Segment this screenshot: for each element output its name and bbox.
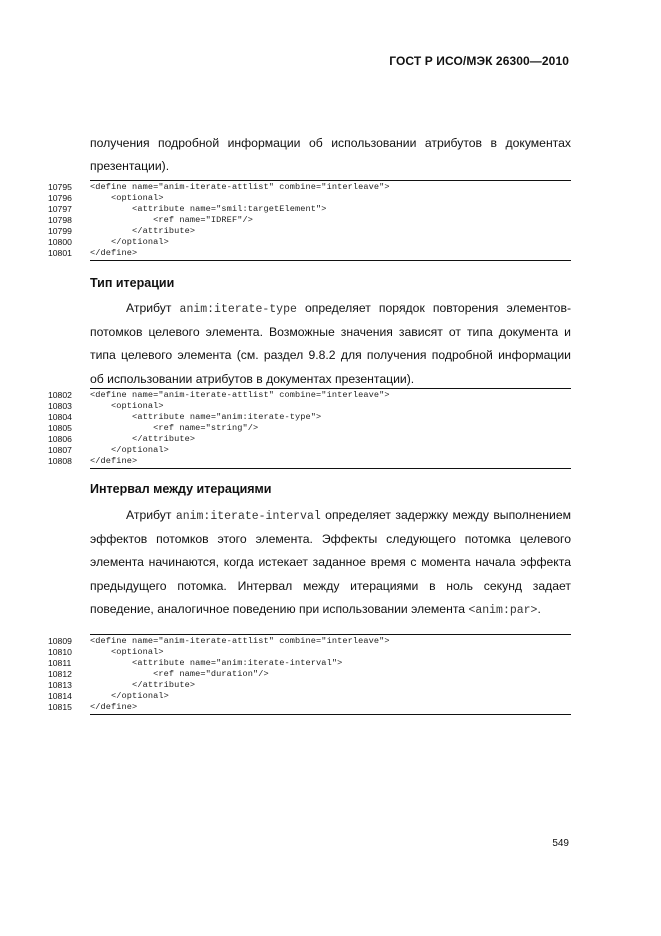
page-number: 549 bbox=[552, 838, 569, 849]
document-header: ГОСТ Р ИСО/МЭК 26300—2010 bbox=[389, 54, 569, 68]
code-block-bottom-rule bbox=[90, 260, 571, 261]
line-number: 10800 bbox=[48, 237, 72, 247]
code-text: <ref name="duration"/> bbox=[90, 669, 269, 679]
code-text: </attribute> bbox=[90, 226, 196, 236]
line-number: 10807 bbox=[48, 445, 72, 455]
line-number: 10798 bbox=[48, 215, 72, 225]
code-text: </attribute> bbox=[90, 434, 196, 444]
intro-paragraph bbox=[90, 132, 571, 178]
code-text: </define> bbox=[90, 456, 138, 466]
code-text: <optional> bbox=[90, 401, 164, 411]
text: Атрибут bbox=[126, 301, 180, 315]
code-text: <attribute name="anim:iterate-type"> bbox=[90, 412, 322, 422]
code-text: <optional> bbox=[90, 193, 164, 203]
text: определяет задержку между выполнением эффектов потомков этого элемента. Эффекты следующего потомка целевого элемента начинаются, когда истекает заданное время с момента начала эффекта предыдущего потомка. Интервал между итерациями в ноль секунд задает поведение, аналогичное поведению при использовании элемента bbox=[90, 508, 571, 616]
code-text: <define name="anim-iterate-attlist" combine="interleave"> bbox=[90, 182, 390, 192]
line-number: 10804 bbox=[48, 412, 72, 422]
line-number: 10809 bbox=[48, 636, 72, 646]
line-number: 10795 bbox=[48, 182, 72, 192]
iteration-type-paragraph bbox=[90, 297, 571, 391]
code-text: <ref name="IDREF"/> bbox=[90, 215, 253, 225]
line-number: 10799 bbox=[48, 226, 72, 236]
text: . bbox=[537, 601, 541, 616]
code-text: <attribute name="anim:iterate-interval"> bbox=[90, 658, 343, 668]
code-text: <ref name="string"/> bbox=[90, 423, 259, 433]
line-number: 10803 bbox=[48, 401, 72, 411]
element-name: <anim:par> bbox=[468, 603, 538, 617]
code-text: <attribute name="smil:targetElement"> bbox=[90, 204, 327, 214]
text: определяет порядок повторения элементов-потомков целевого элемента. Возможные значения зависят от типа документа и типа целевого элемента (см. раздел 9.8.2 для получения подробной информации об использовании атрибутов в документах презентации). bbox=[90, 301, 571, 386]
line-number: 10797 bbox=[48, 204, 72, 214]
line-number: 10808 bbox=[48, 456, 72, 466]
code-block-top-rule bbox=[90, 634, 571, 635]
code-text: </optional> bbox=[90, 237, 169, 247]
line-number: 10805 bbox=[48, 423, 72, 433]
code-text: </attribute> bbox=[90, 680, 196, 690]
code-text: <define name="anim-iterate-attlist" combine="interleave"> bbox=[90, 390, 390, 400]
line-number: 10811 bbox=[48, 658, 72, 668]
code-block-bottom-rule bbox=[90, 714, 571, 715]
line-number: 10806 bbox=[48, 434, 72, 444]
code-text: <optional> bbox=[90, 647, 164, 657]
text: Атрибут bbox=[126, 508, 176, 522]
attribute-name: anim:iterate-interval bbox=[175, 510, 321, 523]
line-number: 10813 bbox=[48, 680, 72, 690]
line-number: 10815 bbox=[48, 702, 72, 712]
code-text: <define name="anim-iterate-attlist" combine="interleave"> bbox=[90, 636, 390, 646]
code-block-bottom-rule bbox=[90, 468, 571, 469]
code-text: </define> bbox=[90, 248, 138, 258]
section-heading-iteration-interval: Интервал между итерациями bbox=[90, 482, 272, 496]
code-text: </define> bbox=[90, 702, 138, 712]
line-number: 10814 bbox=[48, 691, 72, 701]
attribute-name: anim:iterate-type bbox=[179, 303, 297, 316]
line-number: 10810 bbox=[48, 647, 72, 657]
iteration-interval-paragraph bbox=[90, 504, 571, 622]
line-number: 10802 bbox=[48, 390, 72, 400]
code-block-top-rule bbox=[90, 388, 571, 389]
code-text: </optional> bbox=[90, 691, 169, 701]
code-block-top-rule bbox=[90, 180, 571, 181]
line-number: 10801 bbox=[48, 248, 72, 258]
code-text: </optional> bbox=[90, 445, 169, 455]
intro-line-2: презентации). bbox=[90, 159, 170, 174]
line-number: 10796 bbox=[48, 193, 72, 203]
section-heading-iteration-type: Тип итерации bbox=[90, 276, 175, 290]
intro-line-1: получения подробной информации об использовании атрибутов в документах bbox=[90, 136, 571, 150]
line-number: 10812 bbox=[48, 669, 72, 679]
